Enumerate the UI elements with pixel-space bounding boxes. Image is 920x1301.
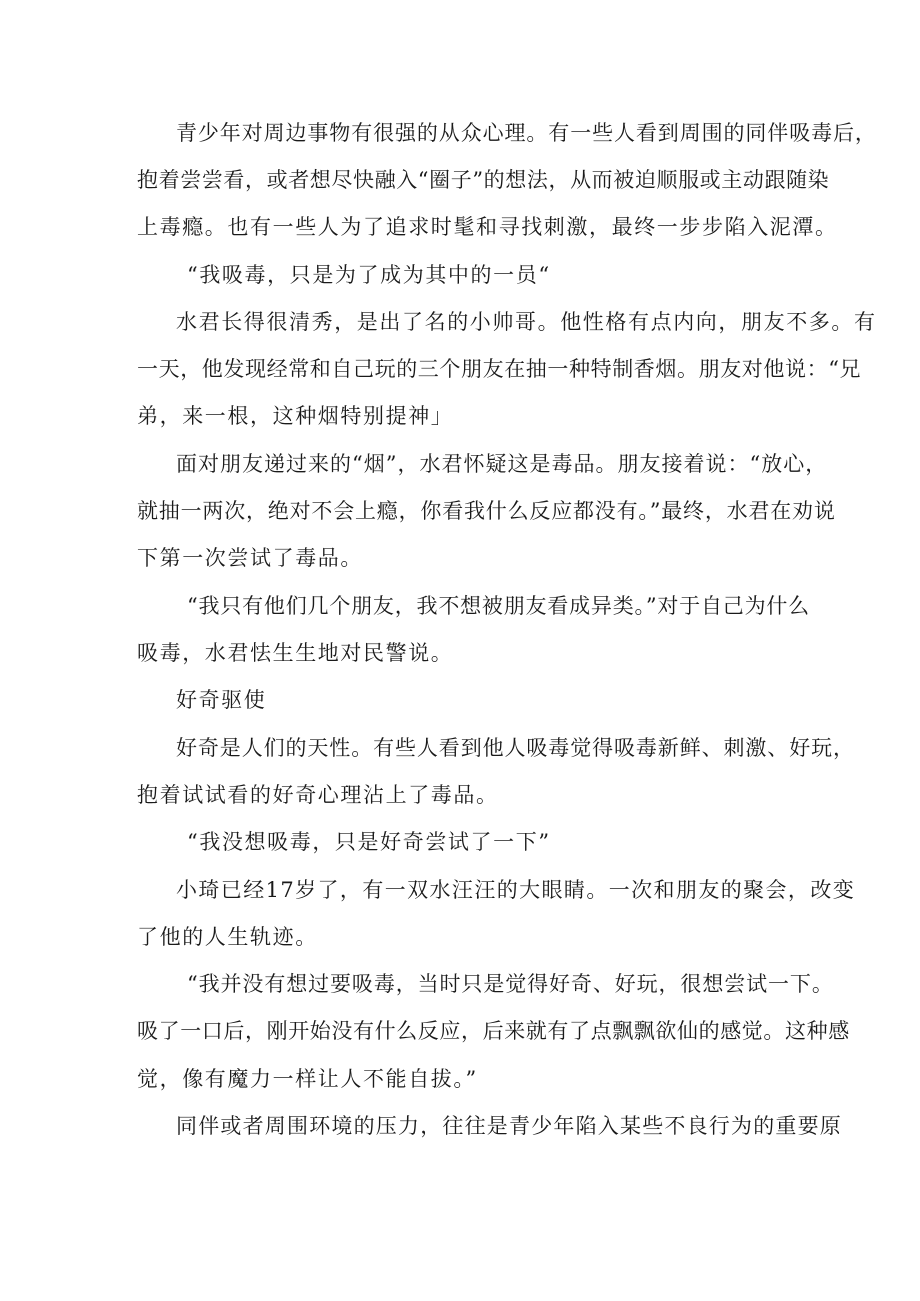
text-line: 弟，来一根，这种烟特别提神」 [137, 404, 454, 428]
text-line: “我并没有想过要吸毒，当时只是觉得好奇、好玩，很想尝试一下。 [187, 972, 834, 996]
text-line: 好奇驱使 [176, 688, 267, 712]
text-line: 觉，像有魔力一样让人不能自拔。” [137, 1067, 478, 1091]
text-line: 青少年对周边事物有很强的从众心理。有一些人看到周围的同伴吸毒后， [176, 121, 877, 145]
text-line: 同伴或者周围环境的压力，往往是青少年陷入某些不良行为的重要原 [176, 1114, 842, 1138]
text-line: “我没想吸毒，只是好奇尝试了一下” [187, 830, 551, 854]
text-line: 抱着尝尝看，或者想尽快融入“圈子”的想法，从而被迫顺服或主动跟随染 [137, 168, 830, 192]
text-line: 了他的人生轨迹。 [137, 925, 318, 949]
text-line: 一天，他发现经常和自己玩的三个朋友在抽一种特制香烟。朋友对他说：“兄 [137, 357, 862, 381]
text-line: 吸毒，水君怯生生地对民警说。 [137, 641, 454, 665]
text-line: 小琦已经17岁了，有一双水汪汪的大眼睛。一次和朋友的聚会，改变 [176, 878, 856, 902]
text-line: 好奇是人们的天性。有些人看到他人吸毒觉得吸毒新鲜、刺激、好玩， [176, 736, 855, 760]
text-line: 上毒瘾。也有一些人为了追求时髦和寻找刺激，最终一步步陷入泥潭。 [137, 215, 838, 239]
text-line: “我只有他们几个朋友，我不想被朋友看成异类。”对于自己为什么 [187, 594, 810, 618]
text-line: 吸了一口后，刚开始没有什么反应，后来就有了点飘飘欲仙的感觉。这种感 [137, 1019, 850, 1043]
text-line: 就抽一两次，绝对不会上瘾，你看我什么反应都没有。”最终，水君在劝说 [137, 499, 836, 523]
text-line: 面对朋友递过来的“烟”，水君怀疑这是毒品。朋友接着说：“放心， [176, 452, 828, 476]
text-line: 水君长得很清秀，是出了名的小帅哥。他性格有点内向，朋友不多。有 [176, 310, 877, 334]
text-line: “我吸毒，只是为了成为其中的一员“ [187, 263, 551, 287]
text-line: 抱着试试看的好奇心理沾上了毒品。 [137, 783, 499, 807]
text-line: 下第一次尝试了毒品。 [137, 546, 363, 570]
